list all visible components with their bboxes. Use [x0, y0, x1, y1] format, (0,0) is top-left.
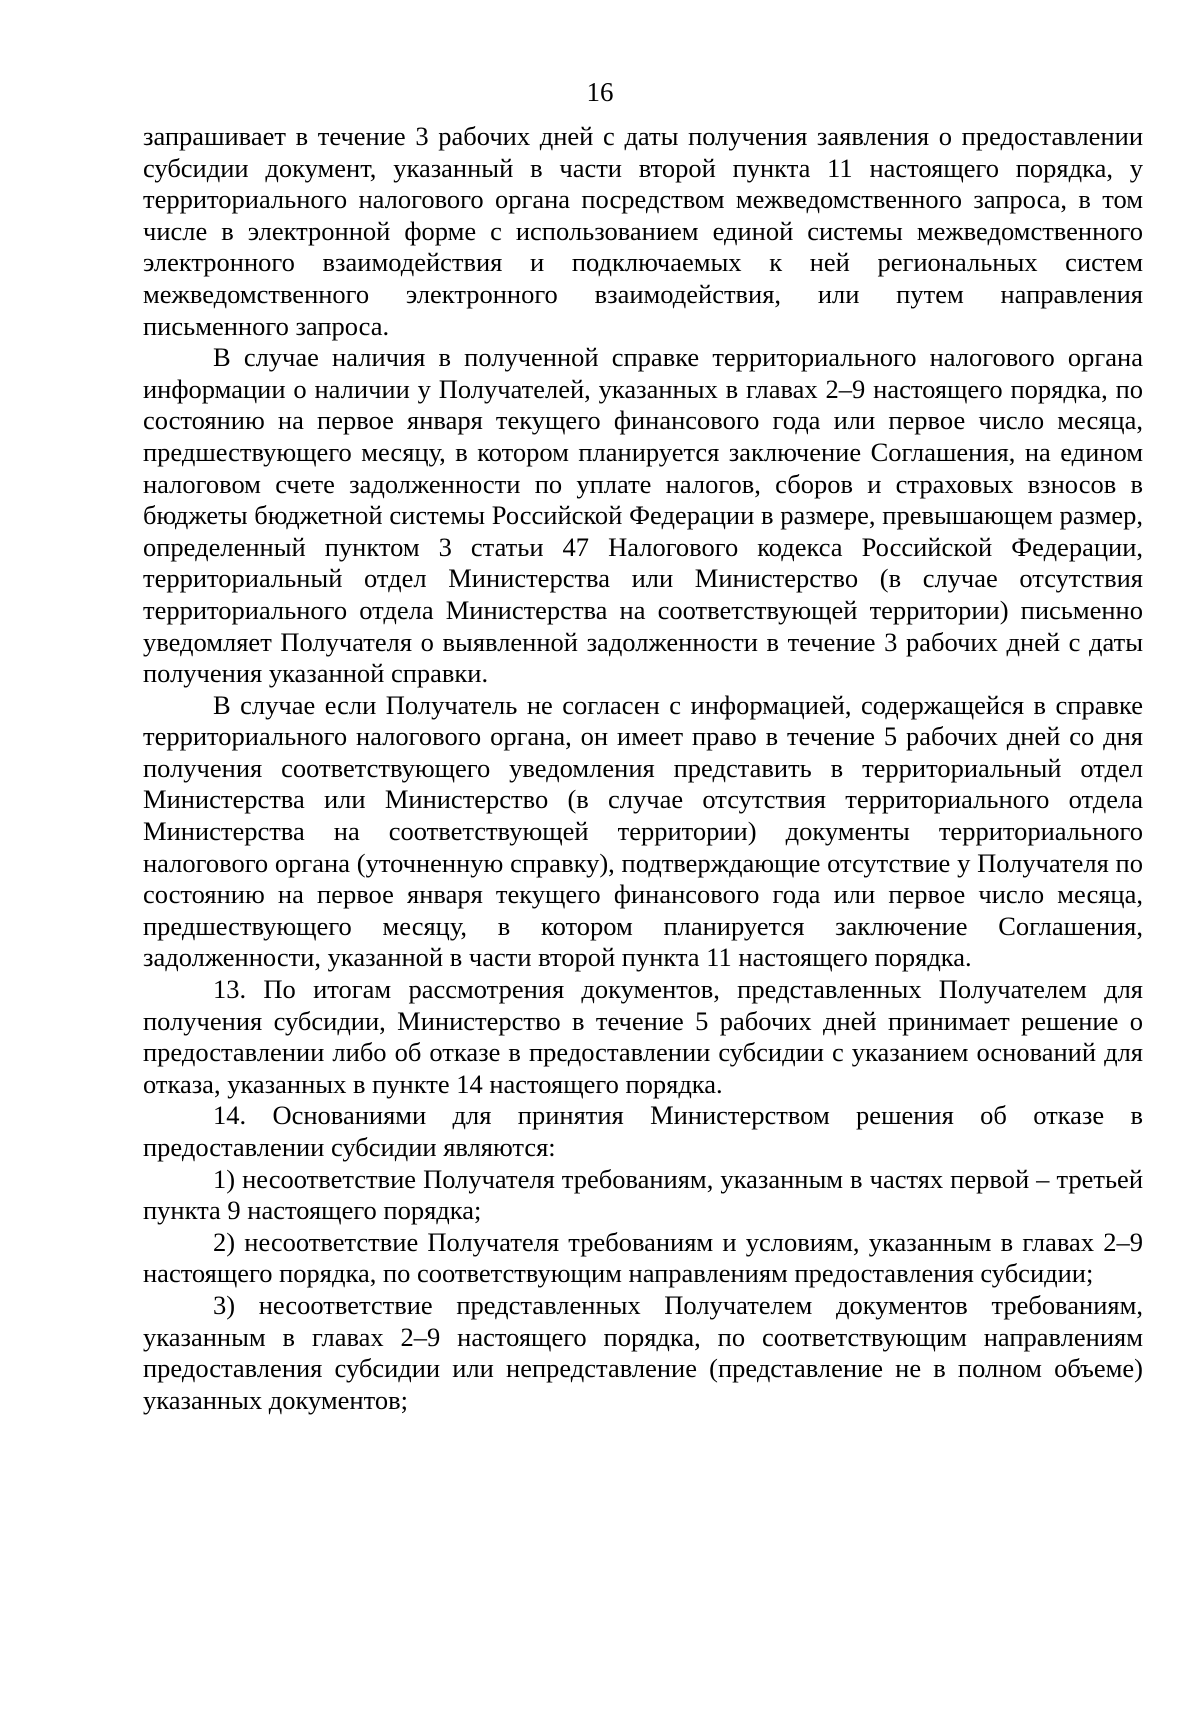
document-body	[143, 121, 1143, 1416]
page-number: 16	[586, 77, 614, 107]
list-item-3: 3) несоответствие представленных Получателем документов требованиям, указанным в главах 2–9 настоящего порядка, по соответствующим направлениям предоставления субсидии или непредставление (представление не в полном объеме) указанных документов;	[143, 1289, 1143, 1415]
paragraph-2: В случае наличия в полученной справке территориального налогового органа информации о наличии у Получателей, указанных в главах 2–9 настоящего порядка, по состоянию на первое января текущего финансового года или первое число месяца, предшествующего месяцу, в котором планируется заключение Соглашения, на едином налоговом счете задолженности по уплате налогов, сборов и страховых взносов в бюджеты бюджетной системы Российской Федерации в размере, превышающем размер, определенный пунктом 3 статьи 47 Налогового кодекса Российской Федерации, территориальный отдел Министерства или Министерство (в случае отсутствия территориального отдела Министерства на соответствующей территории) письменно уведомляет Получателя о выявленной задолженности в течение 3 рабочих дней с даты получения указанной справки.	[143, 342, 1143, 689]
paragraph-1: запрашивает в течение 3 рабочих дней с даты получения заявления о предоставлении субсидии документ, указанный в части второй пункта 11 настоящего порядка, у территориального налогового органа посредством межведомственного запроса, в том числе в электронной форме с использованием единой системы межведомственного электронного взаимодействия и подключаемых к ней региональных систем межведомственного электронного взаимодействия, или путем направления письменного запроса.	[143, 121, 1143, 341]
paragraph-item-13: 13. По итогам рассмотрения документов, представленных Получателем для получения субсидии, Министерство в течение 5 рабочих дней принимает решение о предоставлении либо об отказе в предоставлении субсидии с указанием оснований для отказа, указанных в пункте 14 настоящего порядка.	[143, 974, 1143, 1099]
paragraph-item-14: 14. Основаниями для принятия Министерством решения об отказе в предоставлении субсидии являются:	[143, 1100, 1143, 1162]
list-item-2: 2) несоответствие Получателя требованиям и условиям, указанным в главах 2–9 настоящего порядка, по соответствующим направлениям предоставления субсидии;	[143, 1226, 1143, 1289]
list-item-1: 1) несоответствие Получателя требованиям, указанным в частях первой – третьей пункта 9 настоящего порядка;	[143, 1163, 1143, 1226]
paragraph-3: В случае если Получатель не согласен с информацией, содержащейся в справке территориального налогового органа, он имеет право в течение 5 рабочих дней со дня получения соответствующего уведомления представить в территориальный отдел Министерства или Министерство (в случае отсутствия территориального отдела Министерства на соответствующей территории) документы территориального налогового органа (уточненную справку), подтверждающие отсутствие у Получателя по состоянию на первое января текущего финансового года или первое число месяца, предшествующего месяцу, в котором планируется заключение Соглашения, задолженности, указанной в части второй пункта 11 настоящего порядка.	[143, 689, 1143, 973]
